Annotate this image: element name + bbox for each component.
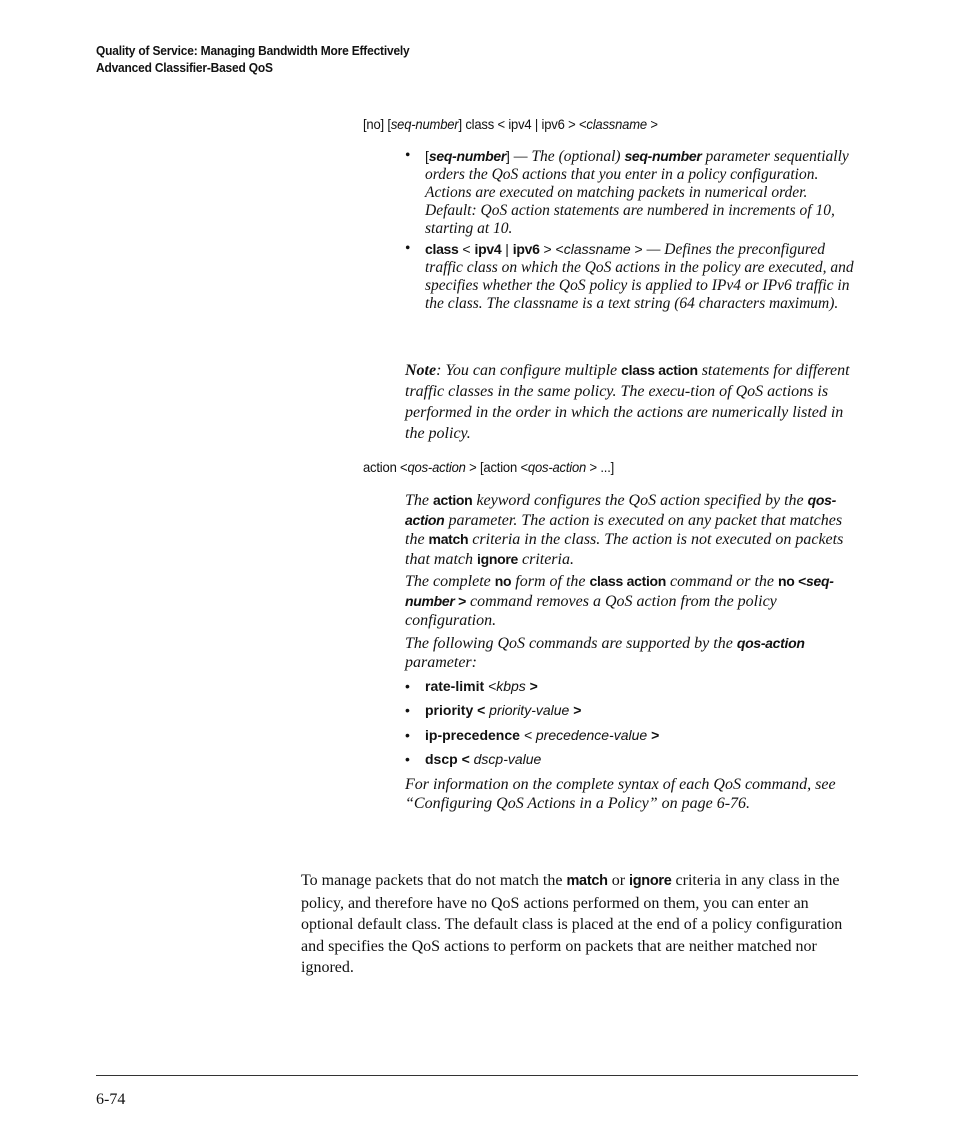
syntax-class-command (363, 116, 658, 132)
text: parameter: (405, 654, 477, 671)
text: The following QoS commands are supported by the (405, 634, 737, 652)
bracket-close: ] (506, 148, 510, 164)
header-chapter-title: Quality of Service: Managing Bandwidth More Effectively (96, 43, 410, 58)
syntax-action-2: > [action < (465, 459, 528, 475)
paragraph-no-form (405, 572, 855, 631)
command-keyword: ip-precedence (425, 726, 520, 743)
syntax-seq-number: seq-number (390, 116, 459, 132)
text: To manage packets that do not match the (301, 872, 567, 889)
syntax-action-command (363, 459, 614, 475)
kw-action: action (433, 492, 473, 508)
term-ipv6: ipv6 (512, 241, 540, 257)
qos-command-list (405, 677, 855, 770)
syntax-class-ipv: ] class < ipv4 | ipv6 > < (458, 116, 587, 132)
kw-match: match (566, 873, 608, 889)
syntax-no: [no] [ (363, 116, 391, 132)
syntax-classname: classname (586, 116, 647, 132)
text: criteria. (517, 550, 574, 568)
term-class: class (425, 241, 459, 257)
syntax-qos-action-2: qos-action (527, 459, 587, 475)
kw-ignore: ignore (629, 873, 672, 889)
text: criteria in the class. The action is not executed on packets that match (405, 531, 844, 568)
paragraph-action (405, 491, 855, 569)
list-item-command (405, 701, 855, 721)
sym-gt-2: > (630, 241, 643, 257)
list-item-seq-number (405, 147, 855, 238)
command-arg: < precedence-value (519, 726, 648, 743)
command-end: > (647, 726, 660, 743)
command-arg: <kbps (484, 677, 526, 694)
page-number: 6-74 (96, 1091, 126, 1108)
bullet-icon: • (405, 726, 410, 743)
bullet-icon: • (405, 751, 410, 767)
text: form of the (511, 573, 590, 590)
note-label: Note (405, 362, 437, 379)
bullet-icon: • (405, 702, 410, 718)
command-end: > (525, 677, 538, 694)
term-seq-number: seq-number (428, 148, 507, 164)
bracket-open: [ (425, 148, 429, 164)
list-item-command (405, 750, 855, 770)
syntax-qos-action: qos-action (407, 459, 466, 475)
body-paragraph-default-class (301, 870, 861, 979)
kw-no-2: no < (778, 573, 807, 589)
kw-ignore: ignore (477, 550, 518, 567)
note-paragraph (405, 360, 857, 444)
text: keyword configures the QoS action specified by the (472, 492, 808, 509)
kw-gt: > (454, 592, 467, 609)
command-keyword: dscp < (425, 751, 470, 767)
text: or (607, 872, 630, 889)
text: The (405, 492, 433, 509)
list-item-command (405, 677, 855, 697)
note-text-1: : You can configure multiple (436, 362, 622, 379)
kw-seq-number: seq-number (405, 573, 834, 609)
list-item-command (405, 726, 855, 746)
footer-divider (96, 1075, 858, 1076)
syntax-end: > (646, 116, 658, 132)
command-keyword: priority < (425, 702, 486, 718)
desc-text-2: parameter sequentially orders the QoS actions that you enter in a policy configuration. Actions are executed on matching packets in numerical order. Default: QoS action statements are numbered in increments of 10, starting at 10. (425, 148, 849, 237)
bullet-icon: • (405, 147, 411, 164)
desc-text-class: — Defines the preconfigured traffic class on which the QoS actions in the policy are executed, and specifies whether the QoS policy is applied to IPv4 or IPv6 traffic in the class. The classname is a text string (64 characters maximum). (425, 241, 854, 312)
text: parameter. The action is executed on any packet that matches the (405, 511, 843, 548)
term-seq-number-2: seq-number (624, 148, 702, 164)
syntax-action: action < (363, 459, 408, 475)
sym-gt: > < (539, 241, 564, 257)
command-arg: priority-value (485, 702, 570, 718)
note-text-2: statements for different traffic classes in the same policy. The execu-tion of QoS actions is performed in the order in which the actions are numerically listed in the policy. (405, 362, 850, 442)
sym-lt: < (458, 241, 475, 257)
note-keyword: class action (621, 362, 698, 378)
text: criteria in any class in the policy, and therefore have no QoS actions performed on them, you can enter an optional default class. The default class is placed at the end of a policy configuration and specifies the QoS actions to perform on packets that are neither matched nor ignored. (301, 872, 843, 976)
text: command or the (666, 573, 779, 590)
header-section-title: Advanced Classifier-Based QoS (96, 60, 273, 75)
list-item-class (405, 240, 855, 313)
paragraph-info: For information on the complete syntax of each QoS command, see “Configuring QoS Actions in a Policy” on page 6-76. (405, 775, 836, 812)
text: The complete (405, 573, 495, 590)
bullet-icon: • (405, 677, 410, 694)
paragraph-following (405, 634, 855, 673)
term-classname: classname (563, 241, 631, 257)
term-ipv4: ipv4 (474, 241, 502, 257)
kw-qos-action: qos-action (405, 492, 836, 528)
command-end: > (569, 702, 582, 718)
text: command removes a QoS action from the policy configuration. (405, 592, 777, 629)
sym-pipe: | (501, 241, 513, 257)
bullet-icon: • (405, 240, 411, 257)
desc-text: — The (optional) (509, 148, 625, 165)
action-description (405, 491, 855, 814)
kw-qos-action: qos-action (736, 634, 805, 651)
kw-match: match (428, 531, 469, 547)
parameter-list (405, 147, 855, 313)
kw-class-action: class action (589, 573, 667, 589)
command-keyword: rate-limit (425, 677, 485, 694)
command-arg: dscp-value (469, 751, 542, 767)
syntax-end-2: > ...] (586, 459, 615, 475)
kw-no: no (494, 573, 512, 589)
running-header (96, 42, 410, 76)
